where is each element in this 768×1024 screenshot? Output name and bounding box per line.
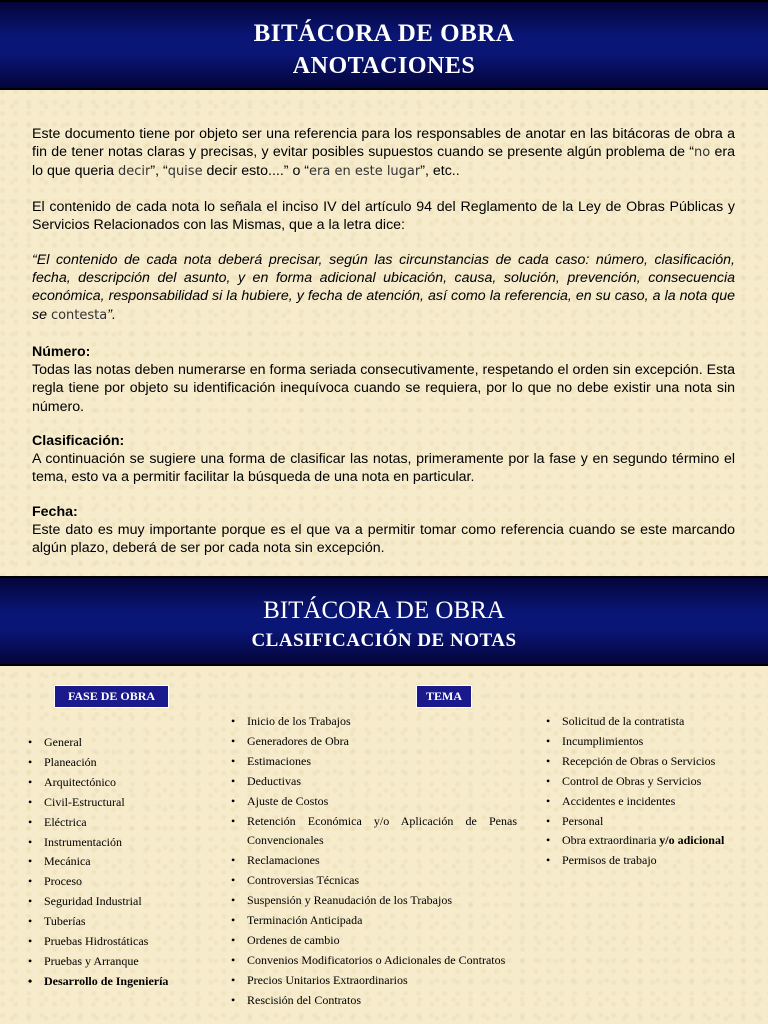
list-item: • Pruebas Hidrostáticas xyxy=(28,932,218,952)
text: decir xyxy=(117,164,151,180)
text: El contenido de cada nota lo señala el inciso IV del artículo 94 del Reglamento de la Ley de Obras Públicas y Servicios Relacionados con las Mismas, que a la letra dice: xyxy=(32,199,735,234)
list-item: • Accidentes e incidentes xyxy=(546,792,756,812)
text: contesta xyxy=(50,307,108,323)
list-item: • Rescisión del Contratos xyxy=(231,991,517,1011)
list-item: • Deductivas xyxy=(231,772,517,792)
text: decir esto....” o “ xyxy=(202,163,310,180)
list-item: • Retención Económica y/o Aplicación de Penas Convencionales xyxy=(231,812,517,852)
list-item: • General xyxy=(28,733,218,753)
list-item: • Desarrollo de Ingeniería xyxy=(28,972,218,992)
section-fecha xyxy=(32,503,735,558)
list-item: • Generadores de Obra xyxy=(231,732,517,752)
list-item xyxy=(546,831,756,851)
tema-list-1 xyxy=(231,712,517,1011)
header-banner-anotaciones xyxy=(0,0,768,90)
list-item: • Terminación Anticipada xyxy=(231,911,517,931)
list-item: • Estimaciones xyxy=(231,752,517,772)
fase-list xyxy=(28,733,218,992)
list-item: • Incumplimientos xyxy=(546,732,756,752)
text: no xyxy=(694,145,711,161)
list-item: • Pruebas y Arranque xyxy=(28,952,218,972)
list-item: • Suspensión y Reanudación de los Trabajos xyxy=(231,891,517,911)
text: El contenido de cada nota deberá precisar, según las circunstancias de cada caso: número, clasificación, fecha, descripción del asunto, y en forma adicional ubicación, causa, solución, prevención, consecuencia económica, responsabilidad si la hubiere, y fecha de atención, así como la referencia, en su caso, a la nota que se xyxy=(32,252,735,323)
tema-label: TEMA xyxy=(416,685,472,708)
list-item: • Convenios Modificatorios o Adicionales de Contratos xyxy=(231,951,517,971)
list-item: • Mecánica xyxy=(28,852,218,872)
banner-title: BITÁCORA DE OBRA xyxy=(263,597,505,624)
list-item: • Proceso xyxy=(28,872,218,892)
text: y/o adicional xyxy=(659,833,725,848)
banner-subtitle: ANOTACIONES xyxy=(292,53,476,79)
list-item: • Ajuste de Costos xyxy=(231,792,517,812)
list-item: • Eléctrica xyxy=(28,813,218,833)
text: era lo que queria xyxy=(32,144,735,180)
intro-paragraph-1 xyxy=(32,125,735,182)
list-item: • Reclamaciones xyxy=(231,851,517,871)
banner-subtitle: CLASIFICACIÓN DE NOTAS xyxy=(251,630,517,651)
list-item: • Arquitectónico xyxy=(28,773,218,793)
text: Este documento tiene por objeto ser una referencia para los responsables de anotar en las bitácoras de obra a fin de tener notas claras y precisas, y evitar posibles supuestos cuando se presente algún problema de “ xyxy=(32,126,735,161)
section-heading: Número: xyxy=(32,344,91,360)
header-banner-clasificacion xyxy=(0,576,768,666)
text: ”, etc.. xyxy=(420,163,460,180)
list-item: • Permisos de trabajo xyxy=(546,851,756,871)
section-clasificacion xyxy=(32,432,735,487)
section-heading: Fecha: xyxy=(32,504,78,520)
fase-de-obra-label: FASE DE OBRA xyxy=(54,685,169,708)
list-item: • Inicio de los Trabajos xyxy=(231,712,517,732)
section-text: Este dato es muy importante porque es el que va a permitir tomar como referencia cuando se este marcando algún plazo, deberá de ser por cada nota sin excepción. xyxy=(32,522,735,557)
text: quise xyxy=(167,164,203,180)
list-item: • Ordenes de cambio xyxy=(231,931,517,951)
list-item: • Solicitud de la contratista xyxy=(546,712,756,732)
tema-list-2 xyxy=(546,712,756,871)
section-numero xyxy=(32,343,735,416)
list-item: • Controversias Técnicas xyxy=(231,871,517,891)
list-item: • Control de Obras y Servicios xyxy=(546,772,756,792)
banner-title: BITÁCORA DE OBRA xyxy=(253,20,515,47)
list-item: • Tuberías xyxy=(28,912,218,932)
list-item: • Seguridad Industrial xyxy=(28,892,218,912)
text: era en este lugar xyxy=(309,164,421,180)
text: Obra extraordinaria xyxy=(562,833,660,848)
list-item: • Precios Unitarios Extraordinarios xyxy=(231,971,517,991)
text: ”, “ xyxy=(150,163,168,180)
section-text: A continuación se sugiere una forma de clasificar las notas, primeramente por la fase y en segundo término el tema, esto va a permitir facilitar la búsqueda de una nota en particular. xyxy=(32,451,735,486)
section-heading: Clasificación: xyxy=(32,433,125,449)
quote-paragraph xyxy=(32,251,735,325)
intro-paragraph-2 xyxy=(32,198,735,234)
section-text: Todas las notas deben numerarse en forma seriada consecutivamente, respetando el orden sin excepción. Esta regla tiene por objeto su identificación inequívoca cuando se requiera, por lo que no debe existir una nota sin número. xyxy=(32,362,735,415)
list-item: • Civil-Estructural xyxy=(28,793,218,813)
list-item: • Personal xyxy=(546,812,756,832)
list-item: • Instrumentación xyxy=(28,833,218,853)
text: “ xyxy=(32,252,37,268)
list-item: • Planeación xyxy=(28,753,218,773)
list-item: • Recepción de Obras o Servicios xyxy=(546,752,756,772)
text: ”. xyxy=(107,306,116,323)
